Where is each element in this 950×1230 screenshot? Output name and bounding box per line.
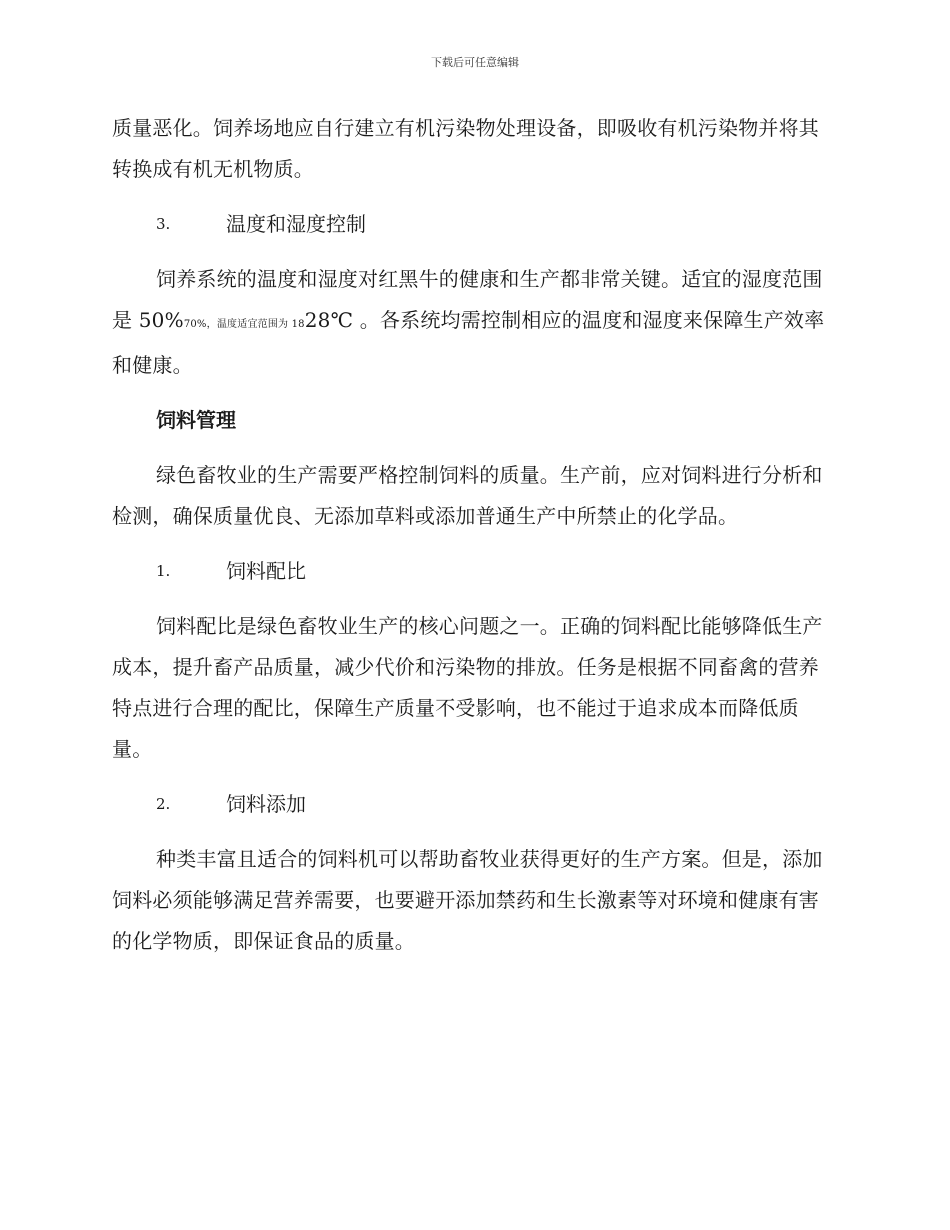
document-body	[112, 108, 832, 976]
section-heading: 饲料管理	[156, 408, 236, 432]
item-number: 1.	[156, 562, 171, 580]
item-label: 饲料添加	[226, 792, 306, 816]
numbered-item-feed-additive	[112, 784, 832, 825]
item-label: 温度和湿度控制	[226, 212, 366, 236]
page-header: 下载后可任意编辑	[431, 56, 519, 69]
small-text-segment: 70%，温度适宜范围为 18	[183, 319, 305, 330]
paragraph-feed-management: 绿色畜牧业的生产需要严格控制饲料的质量。生产前，应对饲料进行分析和检测，确保质量优良、无添加草料或添加普通生产中所禁止的化学品。	[112, 463, 823, 528]
text-segment: 饲养系统的温度和湿度对红黑牛的健康和生产都非常关键。适宜的湿度范围是 50%	[112, 267, 823, 332]
paragraph-continued: 质量恶化。饲养场地应自行建立有机污染物处理设备，即吸收有机污染物并将其转换成有机无机物质。	[112, 116, 819, 181]
paragraph-feed-ratio: 饲料配比是绿色畜牧业生产的核心问题之一。正确的饲料配比能够降低生产成本，提升畜产品质量，减少代价和污染物的排放。任务是根据不同畜禽的营养特点进行合理的配比，保障生产质量不受影响，也不能过于追求成本而降低质量。	[112, 614, 823, 761]
item-number: 3.	[156, 215, 171, 233]
text-segment: 28℃ 。各系统均需控制相应的温度和湿度来保障生产效率和健康。	[112, 308, 825, 377]
paragraph-feed-additive: 种类丰富且适合的饲料机可以帮助畜牧业获得更好的生产方案。但是，添加饲料必须能够满足营养需要，也要避开添加禁药和生长激素等对环境和健康有害的化学物质，即保证食品的质量。	[112, 847, 823, 953]
numbered-item-feed-ratio	[112, 551, 832, 592]
item-label: 饲料配比	[226, 559, 306, 583]
item-number: 2.	[156, 795, 171, 813]
paragraph-temperature	[112, 259, 832, 386]
numbered-item-temperature	[112, 204, 832, 245]
